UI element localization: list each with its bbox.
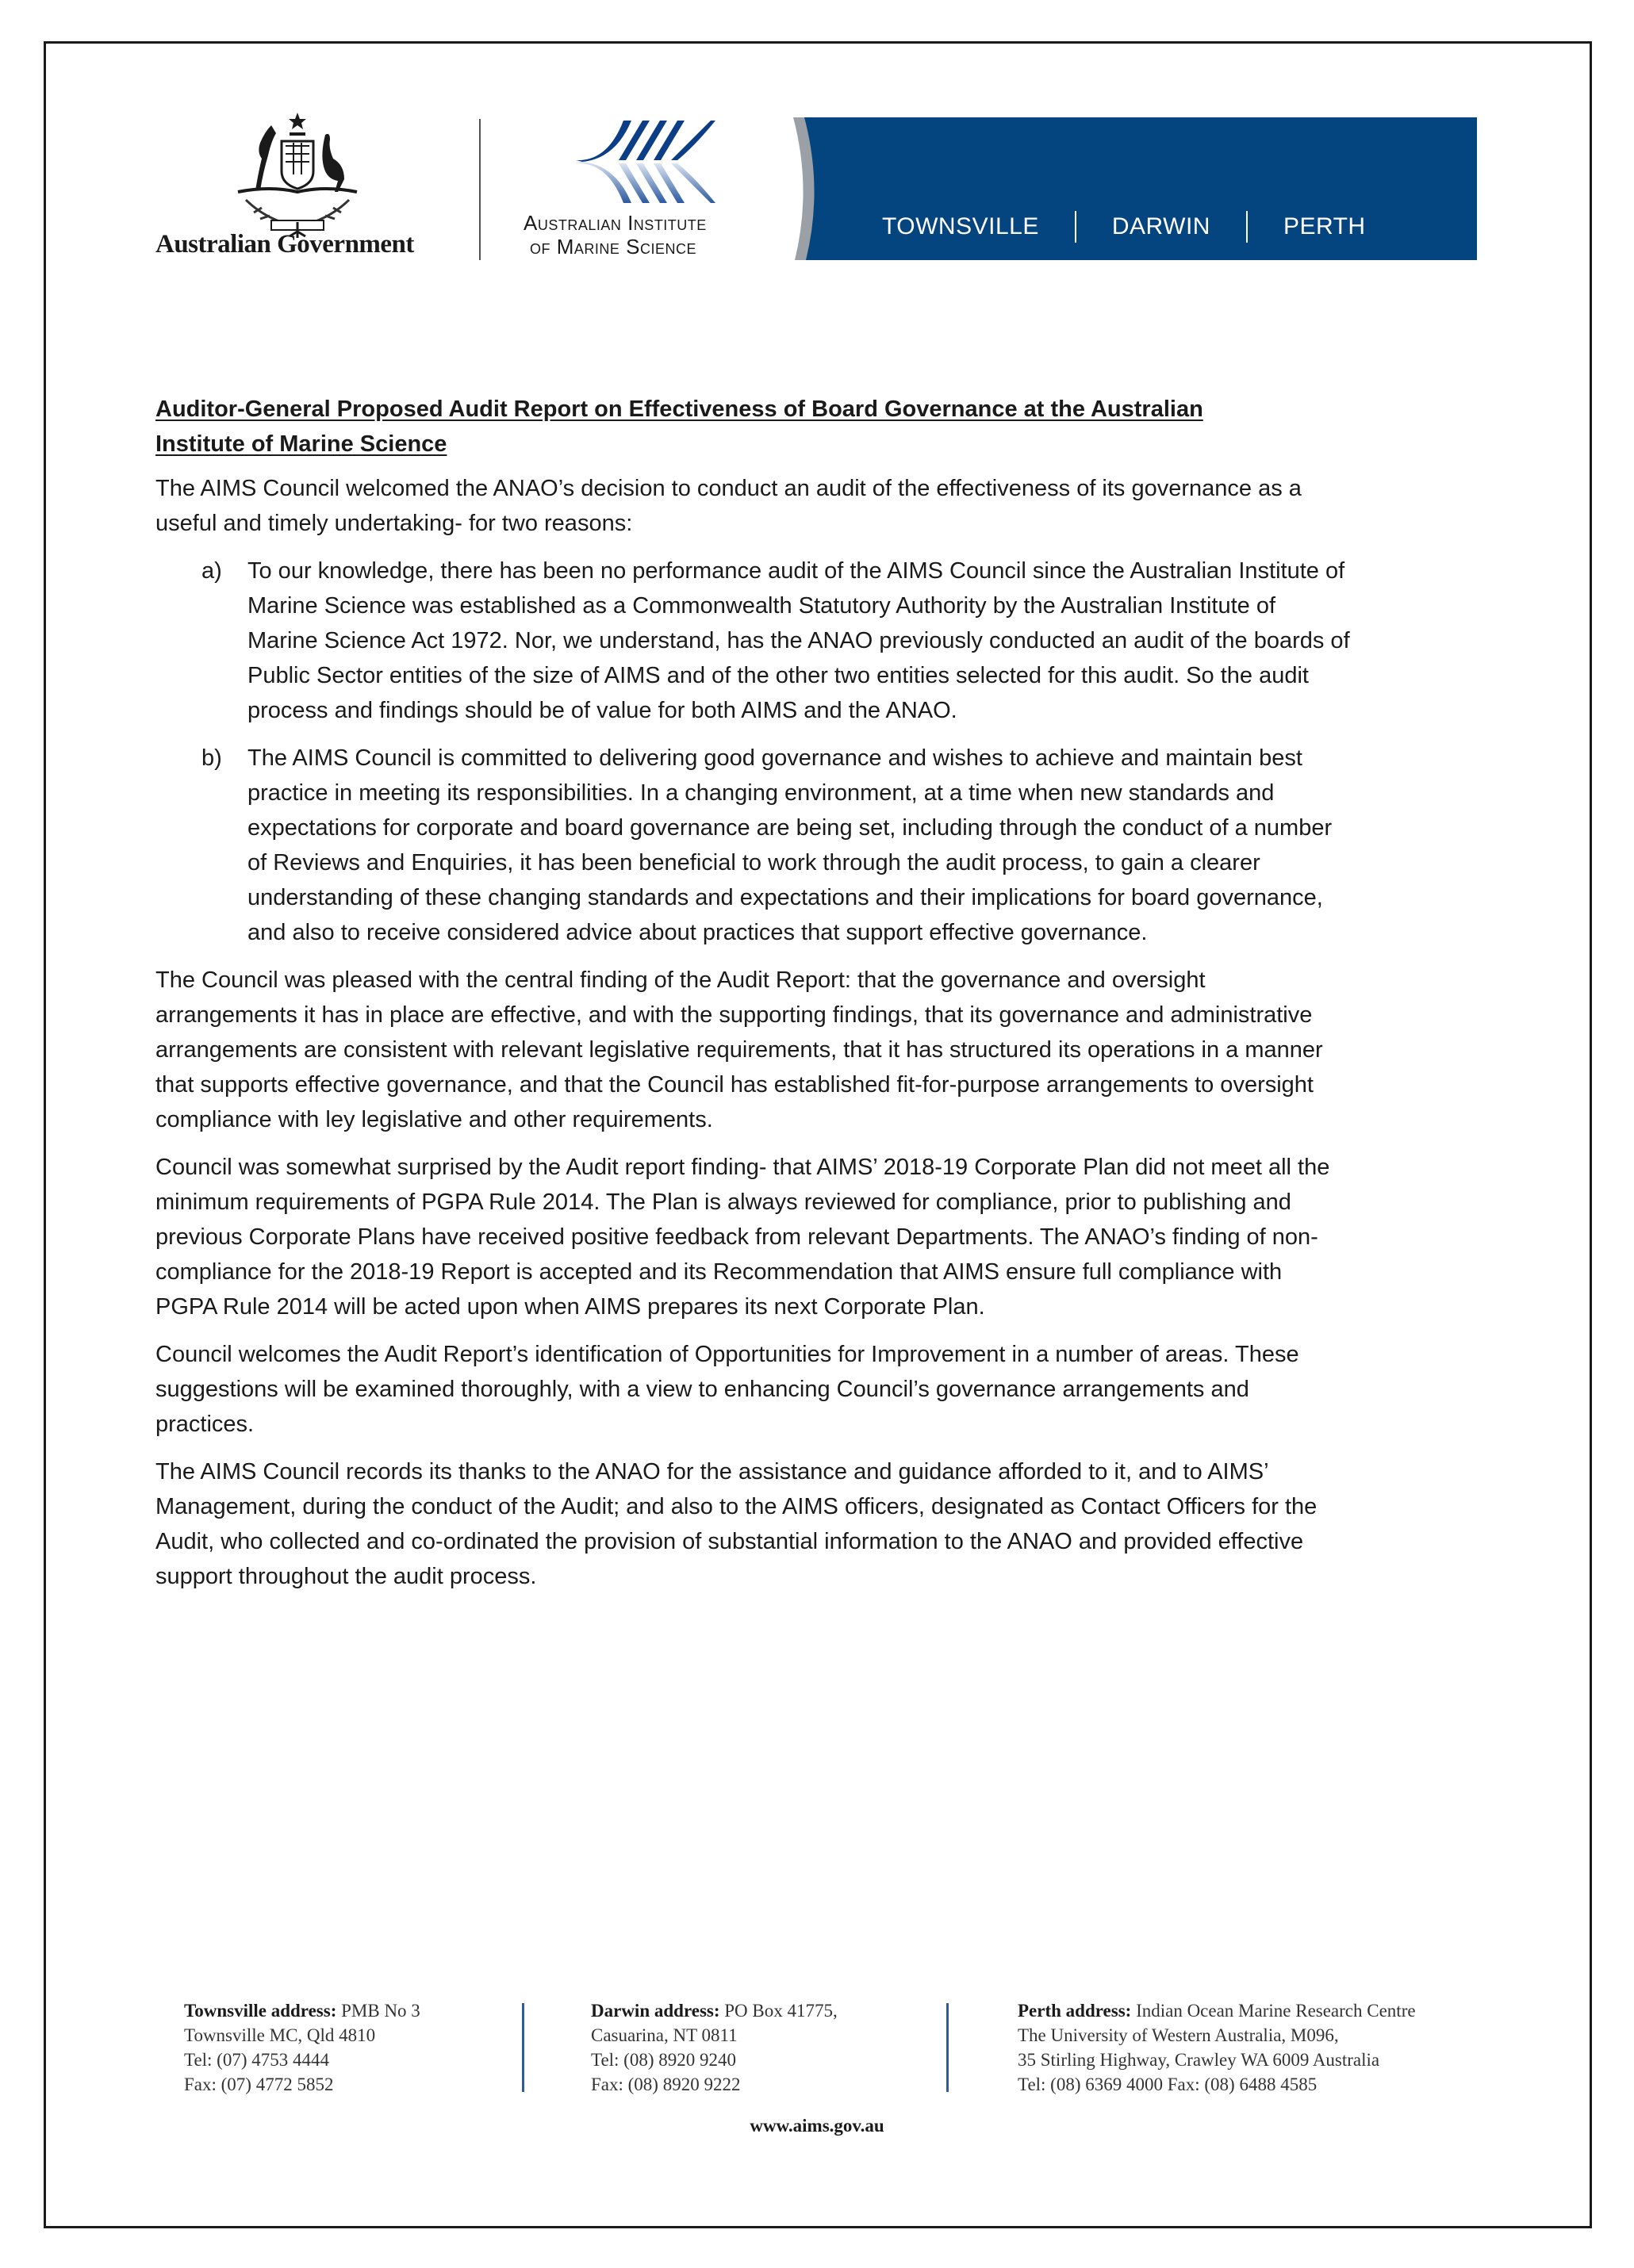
aims-name-line1: Australian Institute xyxy=(524,211,707,235)
aims-name xyxy=(524,211,707,259)
banner-swoosh-icon xyxy=(793,117,825,260)
city-list xyxy=(882,211,1366,243)
townsville-address xyxy=(184,1998,420,2097)
coat-of-arms-icon xyxy=(222,111,373,242)
city-separator xyxy=(1075,211,1076,243)
government-name: Australian Government xyxy=(155,230,414,259)
body-paragraph: Council was somewhat surprised by the Audit report finding- that AIMS’ 2018-19 Corporate Plan did not meet all the minimum requirements of PGPA Rule 2014. The Plan is always reviewed for compliance, prior to publishing and previous Corporate Plans have received positive feedback from relevant Departments. The ANAO’s finding of non-compliance for the 2018-19 Report is accepted and its Recommendation that AIMS ensure full compliance with PGPA Rule 2014 will be acted upon when AIMS prepares its next Corporate Plan. xyxy=(155,1155,1330,1320)
reasons-list xyxy=(155,554,1377,950)
darwin-address xyxy=(591,1998,838,2097)
address-line: Townsville MC, Qld 4810 xyxy=(184,2025,376,2045)
address-line: The University of Western Australia, M096, xyxy=(1018,2025,1339,2045)
fax-line: Fax: (08) 8920 9222 xyxy=(591,2075,741,2094)
address-line: 35 Stirling Highway, Crawley WA 6009 Australia xyxy=(1018,2050,1380,2070)
intro-paragraph: The AIMS Council welcomed the ANAO’s decision to conduct an audit of the effectiveness of its governance as a useful and timely undertaking- for two reasons: xyxy=(155,476,1302,536)
reason-item xyxy=(155,741,1350,950)
phone-line: Tel: (08) 8920 9240 xyxy=(591,2050,737,2070)
city-townsville: TOWNSVILLE xyxy=(882,213,1039,239)
aims-logo-icon xyxy=(573,116,715,209)
townsville-label: Townsville address: xyxy=(184,2001,337,2021)
document-title: Auditor-General Proposed Audit Report on Effectiveness of Board Governance at the Australian Institute of Marine Science xyxy=(155,397,1203,457)
phone-line: Tel: (07) 4753 4444 xyxy=(184,2050,330,2070)
footer-divider xyxy=(946,2003,949,2092)
letter-body xyxy=(155,392,1377,1607)
phone-fax-line: Tel: (08) 6369 4000 Fax: (08) 6488 4585 xyxy=(1018,2075,1318,2094)
address-line: Indian Ocean Marine Research Centre xyxy=(1136,2001,1416,2021)
locations-banner xyxy=(793,117,1477,260)
footer-divider xyxy=(522,2003,524,2092)
reason-text: To our knowledge, there has been no performance audit of the AIMS Council since the Australian Institute of Marine Science was established as a Commonwealth Statutory Authority by the Australian Institute of Marine Science Act 1972. Nor, we understand, has the ANAO previously conducted an audit of the boards of Public Sector entities of the size of AIMS and of the other two entities selected for this audit. So the audit process and findings should be of value for both AIMS and the ANAO. xyxy=(247,558,1350,723)
body-paragraph: Council welcomes the Audit Report’s identification of Opportunities for Improvement in a number of areas. These suggestions will be examined thoroughly, with a view to enhancing Council’s governance arrangements and practices. xyxy=(155,1342,1299,1437)
address-line: PMB No 3 xyxy=(341,2001,420,2021)
fax-line: Fax: (07) 4772 5852 xyxy=(184,2075,334,2094)
reason-item xyxy=(155,554,1350,728)
city-separator xyxy=(1246,211,1248,243)
logo-divider xyxy=(479,119,481,260)
reason-text: The AIMS Council is committed to delivering good governance and wishes to achieve and maintain best practice in meeting its responsibilities. In a changing environment, at a time when new standards and expectations for corporate and board governance are being set, including through the conduct of a number of Reviews and Enquiries, it has been beneficial to work through the audit process, to gain a clearer understanding of these changing standards and expectations and their implications for board governance, and also to receive considered advice about practices that support effective governance. xyxy=(247,745,1333,945)
reason-marker: a) xyxy=(201,558,222,584)
address-line: Casuarina, NT 0811 xyxy=(591,2025,738,2045)
perth-label: Perth address: xyxy=(1018,2001,1132,2021)
darwin-label: Darwin address: xyxy=(591,2001,720,2021)
reason-marker: b) xyxy=(201,745,222,771)
website-link[interactable]: www.aims.gov.au xyxy=(750,2116,884,2136)
body-paragraph: The Council was pleased with the central finding of the Audit Report: that the governance and oversight arrangements it has in place are effective, and with the supporting findings, that its governance and administrative arrangements are consistent with relevant legislative requirements, that it has structured its operations in a manner that supports effective governance, and that the Council has established fit-for-purpose arrangements to oversight compliance with ley legislative and other requirements. xyxy=(155,967,1323,1132)
city-darwin: DARWIN xyxy=(1111,213,1210,239)
city-perth: PERTH xyxy=(1283,213,1366,239)
perth-address xyxy=(1018,1998,1416,2097)
aims-name-line2: of Marine Science xyxy=(530,235,696,259)
body-paragraph: The AIMS Council records its thanks to the ANAO for the assistance and guidance afforded to it, and to AIMS’ Management, during the conduct of the Audit; and also to the AIMS officers, designated as Contact Officers for the Audit, who collected and co-ordinated the provision of substantial information to the ANAO and provided effective support throughout the audit process. xyxy=(155,1459,1318,1589)
address-line: PO Box 41775, xyxy=(724,2001,838,2021)
